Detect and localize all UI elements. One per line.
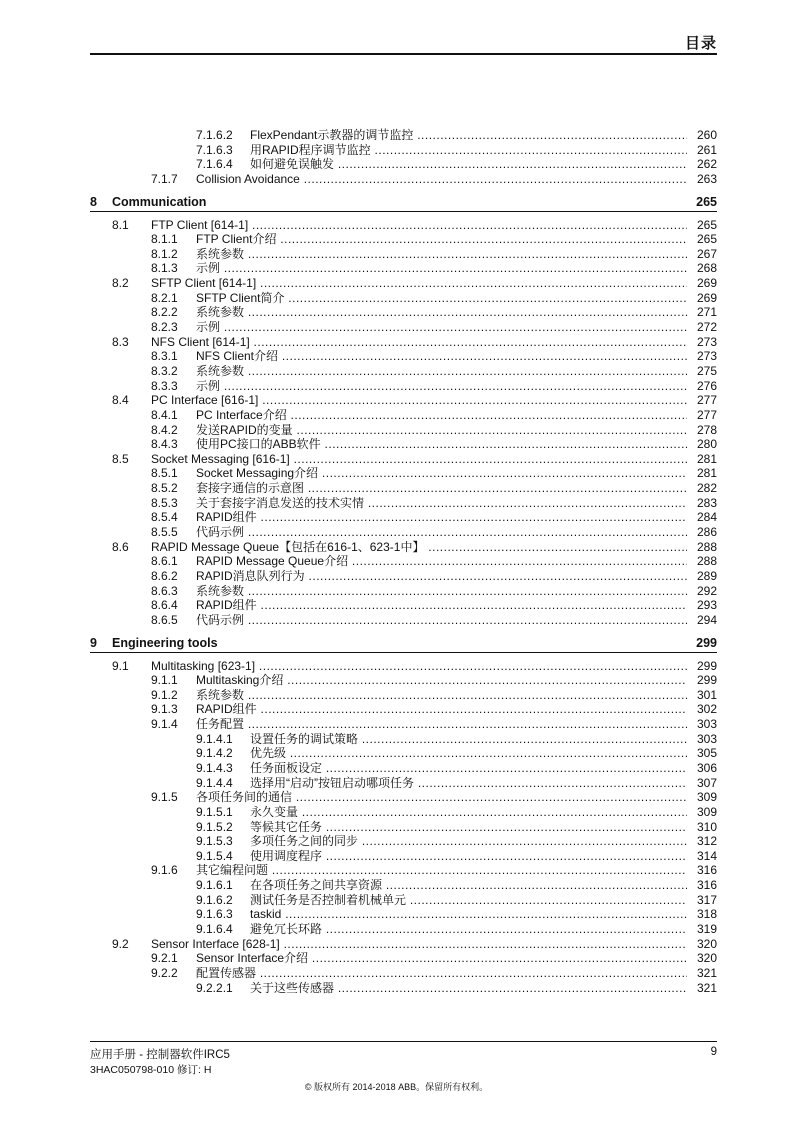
toc-entry-number: 8.6.2 [151, 568, 178, 583]
toc-entry-page: 302 [696, 702, 717, 717]
toc-entry-row[interactable] [90, 496, 717, 511]
toc-entry-row[interactable] [90, 702, 717, 717]
toc-entry-row[interactable] [90, 393, 717, 408]
toc-entry-row[interactable] [90, 907, 717, 922]
toc-entry-number: 8.1.3 [151, 261, 178, 276]
toc-entry-number: 9.1.5.2 [196, 819, 233, 834]
toc-entry-title: SFTP Client [614-1] ..... [151, 276, 687, 291]
toc-entry-number: 8.6.3 [151, 583, 178, 598]
toc-entry-number: 9.1.4.2 [196, 746, 233, 761]
toc-entry-number: 9.1.3 [151, 702, 178, 717]
toc-entry-title: Multitasking介绍 ..... [196, 673, 687, 688]
toc-entry-page: 321 [696, 965, 717, 980]
toc-entry-page: 310 [696, 819, 717, 834]
toc-chapter-row[interactable] [90, 635, 717, 653]
toc-entry-row[interactable] [90, 143, 717, 158]
toc-entry-page: 268 [696, 261, 717, 276]
toc-entry-row[interactable] [90, 437, 717, 452]
toc-entry-page: 271 [696, 305, 717, 320]
toc-entry-number: 8.4.2 [151, 422, 178, 437]
toc-entry-page: 320 [696, 951, 717, 966]
toc-entry-row[interactable] [90, 598, 717, 613]
toc-entry-page: 276 [696, 378, 717, 393]
toc-entry-number: 7.1.6.3 [196, 142, 233, 157]
toc-entry-page: 265 [696, 194, 717, 209]
toc-entry-title: Collision Avoidance ..... [196, 172, 687, 187]
toc-entry-title: 等候其它任务 ..... [250, 820, 687, 835]
toc-entry-page: 273 [696, 334, 717, 349]
toc-entry-row[interactable] [90, 584, 717, 599]
toc-entry-page: 288 [696, 554, 717, 569]
toc-entry-page: 261 [696, 142, 717, 157]
toc-entry-row[interactable] [90, 364, 717, 379]
toc-entry-row[interactable] [90, 966, 717, 981]
toc-entry-title: Multitasking [623-1] ..... [151, 659, 687, 674]
toc-entry-title: 关于这些传感器 ..... [250, 981, 687, 996]
toc-entry-number: 9.1.6 [151, 863, 178, 878]
toc-entry-row[interactable] [90, 673, 717, 688]
table-of-contents [90, 128, 717, 995]
toc-entry-page: 320 [696, 936, 717, 951]
toc-entry-page: 277 [696, 407, 717, 422]
toc-entry-number: 9.1.5.4 [196, 848, 233, 863]
toc-entry-page: 269 [696, 276, 717, 291]
toc-entry-title: Communication [112, 194, 207, 209]
toc-entry-number: 7.1.6.2 [196, 128, 233, 142]
toc-entry-number: 9.1.1 [151, 673, 178, 688]
page-header-title: 目录 [684, 35, 717, 52]
toc-entry-number: 9.1.6.2 [196, 892, 233, 907]
toc-entry-row[interactable] [90, 510, 717, 525]
toc-entry-number: 8.5.5 [151, 525, 178, 540]
toc-entry-title: 多项任务之间的同步 ..... [250, 834, 687, 849]
toc-entry-page: 305 [696, 746, 717, 761]
header-divider [90, 53, 717, 55]
toc-entry-number: 9.1.4.1 [196, 731, 233, 746]
toc-entry-number: 9.1.4.3 [196, 760, 233, 775]
toc-entry-row[interactable] [90, 893, 717, 908]
toc-entry-number: 8.5.4 [151, 510, 178, 525]
toc-entry-row[interactable] [90, 423, 717, 438]
toc-entry-page: 269 [696, 290, 717, 305]
toc-entry-number: 8.5.1 [151, 466, 178, 481]
toc-entry-row[interactable] [90, 349, 717, 364]
toc-entry-page: 303 [696, 731, 717, 746]
toc-entry-title: 用RAPID程序调节监控 ..... [250, 143, 687, 158]
toc-entry-row[interactable] [90, 820, 717, 835]
toc-entry-number: 8.3.3 [151, 378, 178, 393]
footer-divider [90, 1041, 717, 1042]
toc-entry-title: 其它编程问题 ..... [196, 863, 687, 878]
toc-entry-title: 如何避免误触发 ..... [250, 157, 687, 172]
toc-entry-page: 293 [696, 598, 717, 613]
toc-entry-row[interactable] [90, 951, 717, 966]
toc-entry-row[interactable] [90, 320, 717, 335]
toc-entry-title: 系统参数 ..... [196, 688, 687, 703]
toc-entry-page: 281 [696, 466, 717, 481]
toc-entry-row[interactable] [90, 790, 717, 805]
toc-chapter-row[interactable] [90, 194, 717, 212]
toc-entry-title: 关于套接字消息发送的技术实情 ..... [196, 496, 687, 511]
toc-entry-row[interactable] [90, 776, 717, 791]
toc-entry-number: 9.1.6.3 [196, 907, 233, 922]
toc-entry-page: 309 [696, 790, 717, 805]
toc-entry-page: 294 [696, 612, 717, 627]
toc-entry-page: 319 [696, 922, 717, 937]
toc-entry-page: 275 [696, 363, 717, 378]
toc-entry-title: 系统参数 ..... [196, 584, 687, 599]
toc-entry-number: 8.5.2 [151, 481, 178, 496]
toc-entry-title: 发送RAPID的变量 ..... [196, 423, 687, 438]
toc-entry-title: 任务面板设定 ..... [250, 761, 687, 776]
toc-entry-number: 8.4.3 [151, 437, 178, 452]
toc-entry-title: 选择用“启动”按钮启动哪项任务 ..... [250, 776, 687, 791]
toc-entry-number: 9.1.6.4 [196, 922, 233, 937]
toc-entry-page: 260 [696, 128, 717, 142]
toc-entry-title: Socket Messaging [616-1] ..... [151, 452, 687, 467]
toc-entry-number: 9.1.4 [151, 717, 178, 732]
toc-entry-row[interactable] [90, 878, 717, 893]
toc-entry-row[interactable] [90, 291, 717, 306]
toc-entry-row[interactable] [90, 540, 717, 555]
toc-entry-title: FTP Client [614-1] ..... [151, 218, 687, 233]
toc-entry-row[interactable] [90, 717, 717, 732]
toc-entry-title: 永久变量 ..... [250, 805, 687, 820]
toc-entry-number: 8.6.1 [151, 554, 178, 569]
toc-entry-page: 286 [696, 525, 717, 540]
toc-entry-number: 8 [90, 194, 97, 209]
toc-entry-title: 系统参数 ..... [196, 364, 687, 379]
toc-entry-row[interactable] [90, 276, 717, 291]
toc-entry-row[interactable] [90, 232, 717, 247]
toc-entry-number: 8.5.3 [151, 495, 178, 510]
toc-entry-title: RAPID Message Queue【包括在616-1、623-1中】 ..... [151, 540, 687, 555]
toc-entry-page: 263 [696, 171, 717, 186]
toc-entry-page: 281 [696, 451, 717, 466]
toc-entry-title: 示例 ..... [196, 261, 687, 276]
toc-entry-title: 示例 ..... [196, 320, 687, 335]
toc-entry-page: 288 [696, 539, 717, 554]
toc-entry-number: 8.6.4 [151, 598, 178, 613]
toc-entry-number: 8.2.2 [151, 305, 178, 320]
toc-entry-title: Sensor Interface [628-1] ..... [151, 937, 687, 952]
toc-entry-number: 9 [90, 635, 97, 650]
toc-entry-row[interactable] [90, 805, 717, 820]
toc-entry-title: RAPID消息队列行为 ..... [196, 569, 687, 584]
toc-entry-title: 系统参数 ..... [196, 247, 687, 262]
toc-entry-number: 8.1.1 [151, 232, 178, 247]
toc-entry-row[interactable] [90, 466, 717, 481]
toc-entry-row[interactable] [90, 937, 717, 952]
toc-entry-number: 8.2.1 [151, 290, 178, 305]
toc-entry-row[interactable] [90, 408, 717, 423]
toc-entry-title: Engineering tools [112, 635, 218, 650]
toc-entry-row[interactable] [90, 922, 717, 937]
toc-entry-page: 278 [696, 422, 717, 437]
toc-entry-title: 套接字通信的示意图 ..... [196, 481, 687, 496]
toc-entry-row[interactable] [90, 746, 717, 761]
toc-entry-row[interactable] [90, 481, 717, 496]
toc-entry-page: 273 [696, 349, 717, 364]
toc-entry-page: 265 [696, 217, 717, 232]
toc-entry-number: 9.1 [112, 658, 129, 673]
toc-entry-number: 8.3.2 [151, 363, 178, 378]
toc-entry-row[interactable] [90, 569, 717, 584]
toc-entry-page: 292 [696, 583, 717, 598]
toc-entry-number: 9.2.2 [151, 965, 178, 980]
toc-entry-number: 9.2.2.1 [196, 980, 233, 995]
toc-entry-number: 8.4.1 [151, 407, 178, 422]
toc-entry-page: 306 [696, 760, 717, 775]
toc-entry-number: 9.1.4.4 [196, 775, 233, 790]
toc-entry-page: 307 [696, 775, 717, 790]
toc-entry-row[interactable] [90, 172, 717, 187]
toc-entry-row[interactable] [90, 981, 717, 996]
toc-entry-page: 316 [696, 878, 717, 893]
toc-entry-row[interactable] [90, 688, 717, 703]
toc-entry-number: 9.1.5 [151, 790, 178, 805]
toc-entry-page: 318 [696, 907, 717, 922]
toc-entry-number: 8.4 [112, 393, 129, 408]
toc-entry-title: PC Interface [616-1] ..... [151, 393, 687, 408]
toc-entry-title: 配置传感器 ..... [196, 966, 687, 981]
toc-entry-number: 7.1.6.4 [196, 157, 233, 172]
toc-entry-row[interactable] [90, 863, 717, 878]
toc-entry-number: 8.1.2 [151, 246, 178, 261]
toc-entry-row[interactable] [90, 379, 717, 394]
toc-entry-page: 301 [696, 687, 717, 702]
toc-entry-page: 321 [696, 980, 717, 995]
toc-entry-page: 272 [696, 320, 717, 335]
toc-entry-title: 代码示例 ..... [196, 613, 687, 628]
toc-entry-row[interactable] [90, 305, 717, 320]
toc-entry-row[interactable] [90, 659, 717, 674]
toc-entry-row[interactable] [90, 157, 717, 172]
toc-entry-page: 299 [696, 673, 717, 688]
toc-entry-title: FlexPendant示教器的调节监控 ..... [250, 128, 687, 143]
toc-entry-number: 8.2 [112, 276, 129, 291]
toc-entry-row[interactable] [90, 834, 717, 849]
toc-entry-title: RAPID组件 ..... [196, 510, 687, 525]
footer-copyright: © 版权所有 2014-2018 ABB。保留所有权利。 [304, 1082, 489, 1092]
toc-entry-page: 284 [696, 510, 717, 525]
toc-entry-title: 各项任务间的通信 ..... [196, 790, 687, 805]
toc-entry-number: 9.1.5.1 [196, 804, 233, 819]
footer-doc-id: 3HAC050798-010 修订: H [90, 1064, 212, 1076]
toc-entry-row[interactable] [90, 525, 717, 540]
toc-entry-number: 9.1.6.1 [196, 878, 233, 893]
toc-entry-title: 设置任务的调试策略 ..... [250, 732, 687, 747]
toc-entry-page: 299 [696, 658, 717, 673]
toc-entry-title: FTP Client介绍 ..... [196, 232, 687, 247]
toc-entry-page: 317 [696, 892, 717, 907]
toc-entry-title: 系统参数 ..... [196, 305, 687, 320]
toc-entry-number: 9.1.2 [151, 687, 178, 702]
toc-entry-number: 8.6 [112, 539, 129, 554]
toc-entry-number: 9.1.5.3 [196, 834, 233, 849]
toc-entry-row[interactable] [90, 613, 717, 628]
toc-entry-title: 在各项任务之间共享资源 ..... [250, 878, 687, 893]
toc-entry-title: 优先级 ..... [250, 746, 687, 761]
toc-entry-row[interactable] [90, 261, 717, 276]
toc-entry-page: 316 [696, 863, 717, 878]
toc-entry-number: 8.5 [112, 451, 129, 466]
toc-entry-title: taskid ..... [250, 907, 687, 922]
toc-entry-page: 309 [696, 804, 717, 819]
toc-entry-title: NFS Client介绍 ..... [196, 349, 687, 364]
toc-entry-row[interactable] [90, 732, 717, 747]
toc-entry-title: 任务配置 ..... [196, 717, 687, 732]
toc-entry-row[interactable] [90, 335, 717, 350]
toc-entry-page: 312 [696, 834, 717, 849]
toc-entry-page: 280 [696, 437, 717, 452]
toc-entry-title: RAPID Message Queue介绍 ..... [196, 554, 687, 569]
toc-entry-page: 265 [696, 232, 717, 247]
toc-entry-title: NFS Client [614-1] ..... [151, 335, 687, 350]
toc-entry-title: 示例 ..... [196, 379, 687, 394]
toc-entry-row[interactable] [90, 452, 717, 467]
toc-entry-title: 代码示例 ..... [196, 525, 687, 540]
toc-entry-page: 262 [696, 157, 717, 172]
toc-entry-row[interactable] [90, 218, 717, 233]
toc-entry-title: PC Interface介绍 ..... [196, 408, 687, 423]
toc-entry-row[interactable] [90, 761, 717, 776]
toc-entry-number: 8.1 [112, 217, 129, 232]
toc-entry-title: 使用PC接口的ABB软件 ..... [196, 437, 687, 452]
toc-entry-title: 使用调度程序 ..... [250, 849, 687, 864]
toc-entry-page: 289 [696, 568, 717, 583]
toc-entry-number: 8.2.3 [151, 320, 178, 335]
toc-entry-page: 282 [696, 481, 717, 496]
toc-entry-page: 303 [696, 717, 717, 732]
toc-entry-page: 277 [696, 393, 717, 408]
toc-entry-title: RAPID组件 ..... [196, 598, 687, 613]
toc-entry-title: RAPID组件 ..... [196, 702, 687, 717]
toc-entry-number: 7.1.7 [151, 171, 178, 186]
toc-entry-number: 9.2 [112, 936, 129, 951]
toc-entry-row[interactable] [90, 849, 717, 864]
toc-entry-row[interactable] [90, 128, 717, 143]
toc-entry-number: 8.6.5 [151, 612, 178, 627]
toc-entry-page: 283 [696, 495, 717, 510]
toc-entry-row[interactable] [90, 554, 717, 569]
toc-entry-title: 测试任务是否控制着机械单元 ..... [250, 893, 687, 908]
footer-manual-title: 应用手册 - 控制器软件IRC5 [90, 1049, 230, 1061]
footer-page-number: 9 [710, 1046, 717, 1058]
toc-entry-number: 8.3 [112, 334, 129, 349]
toc-entry-number: 8.3.1 [151, 349, 178, 364]
toc-entry-page: 267 [696, 246, 717, 261]
toc-entry-row[interactable] [90, 247, 717, 262]
toc-entry-title: Sensor Interface介绍 ..... [196, 951, 687, 966]
toc-entry-title: 避免冗长环路 ..... [250, 922, 687, 937]
toc-entry-title: Socket Messaging介绍 ..... [196, 466, 687, 481]
toc-entry-page: 299 [696, 635, 717, 650]
toc-entry-page: 314 [696, 848, 717, 863]
toc-entry-title: SFTP Client简介 ..... [196, 291, 687, 306]
toc-entry-number: 9.2.1 [151, 951, 178, 966]
